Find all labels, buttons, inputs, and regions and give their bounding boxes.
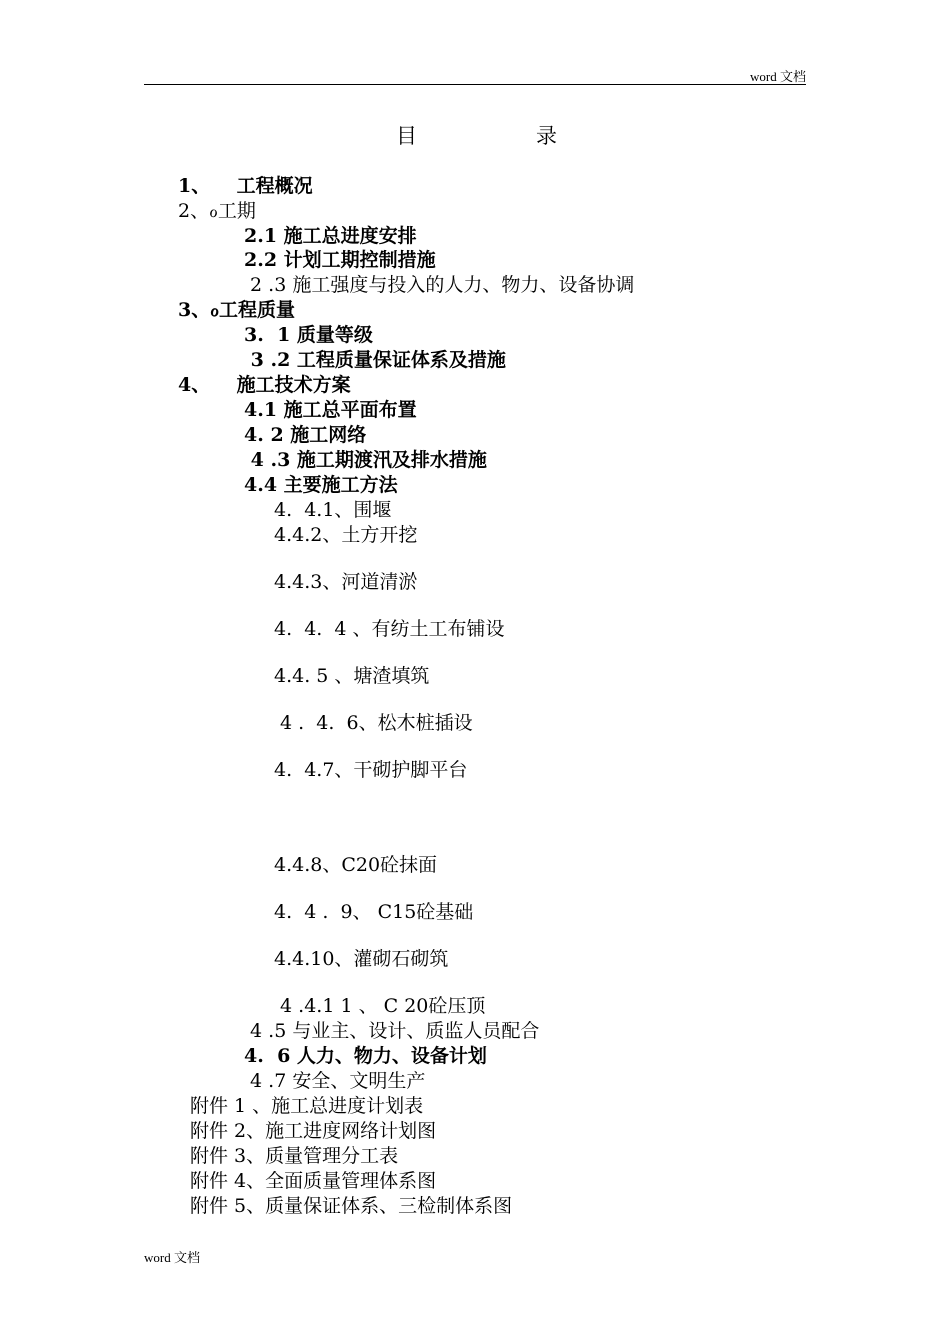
toc-item-4-4-8: 4.4.8、C20砼抹面 <box>274 854 438 876</box>
toc-title-part1: 目 <box>396 124 417 148</box>
toc-appendix-4: 附件 4、全面质量管理体系图 <box>190 1170 437 1192</box>
toc-appendix-5: 附件 5、质量保证体系、三检制体系图 <box>190 1195 513 1217</box>
toc-item-4-4-10: 4.4.10、灌砌石砌筑 <box>274 948 449 970</box>
toc-item-2-1: 2.1 施工总进度安排 <box>244 225 417 247</box>
toc-item-4-4-4: 4. 4. 4 、有纺土工布铺设 <box>274 618 505 640</box>
toc-section-2: 2、ℴ工期 <box>178 200 256 222</box>
toc-item-3-2: 3 .2 工程质量保证体系及措施 <box>244 349 506 371</box>
toc-title-part2: 录 <box>536 124 557 148</box>
toc-item-4-4-9: 4. 4 . 9、 C15砼基础 <box>274 901 474 923</box>
toc-item-4-1: 4.1 施工总平面布置 <box>244 399 417 421</box>
toc-item-4-4-5: 4.4. 5 、塘渣填筑 <box>274 665 430 687</box>
toc-item-2-2: 2.2 计划工期控制措施 <box>244 249 436 271</box>
toc-item-4-3: 4 .3 施工期渡汛及排水措施 <box>244 449 487 471</box>
toc-item-4-4-11: 4 .4.1 1 、 C 20砼压顶 <box>274 995 486 1017</box>
toc-item-4-4-3: 4.4.3、河道清淤 <box>274 571 418 593</box>
toc-item-4-4-2: 4.4.2、土方开挖 <box>274 524 418 546</box>
toc-item-4-6: 4. 6 人力、物力、设备计划 <box>244 1045 487 1067</box>
toc-item-2-3: 2 .3 施工强度与投入的人力、物力、设备协调 <box>244 274 635 296</box>
toc-section-4: 4、 施工技术方案 <box>178 374 351 396</box>
page-footer: word 文档 <box>144 1250 200 1265</box>
toc-item-4-4-1: 4. 4.1、围堰 <box>274 499 392 521</box>
header-divider <box>144 84 806 85</box>
toc-appendix-1: 附件 1 、施工总进度计划表 <box>190 1095 424 1117</box>
toc-section-1: 1、 工程概况 <box>178 175 313 197</box>
toc-item-4-5: 4 .5 与业主、设计、质监人员配合 <box>244 1020 540 1042</box>
toc-item-4-4-7: 4. 4.7、干砌护脚平台 <box>274 759 468 781</box>
toc-section-3: 3、ℴ工程质量 <box>178 299 295 321</box>
toc-appendix-2: 附件 2、施工进度网络计划图 <box>190 1120 437 1142</box>
toc-item-4-2: 4. 2 施工网络 <box>244 424 367 446</box>
toc-item-4-4-6: 4 . 4. 6、松木桩插设 <box>274 712 473 734</box>
toc-item-4-4: 4.4 主要施工方法 <box>244 474 398 496</box>
toc-item-3-1: 3. 1 质量等级 <box>244 324 373 346</box>
toc-appendix-3: 附件 3、质量管理分工表 <box>190 1145 399 1167</box>
page-header: word 文档 <box>750 69 806 84</box>
toc-item-4-7: 4 .7 安全、文明生产 <box>244 1070 426 1092</box>
